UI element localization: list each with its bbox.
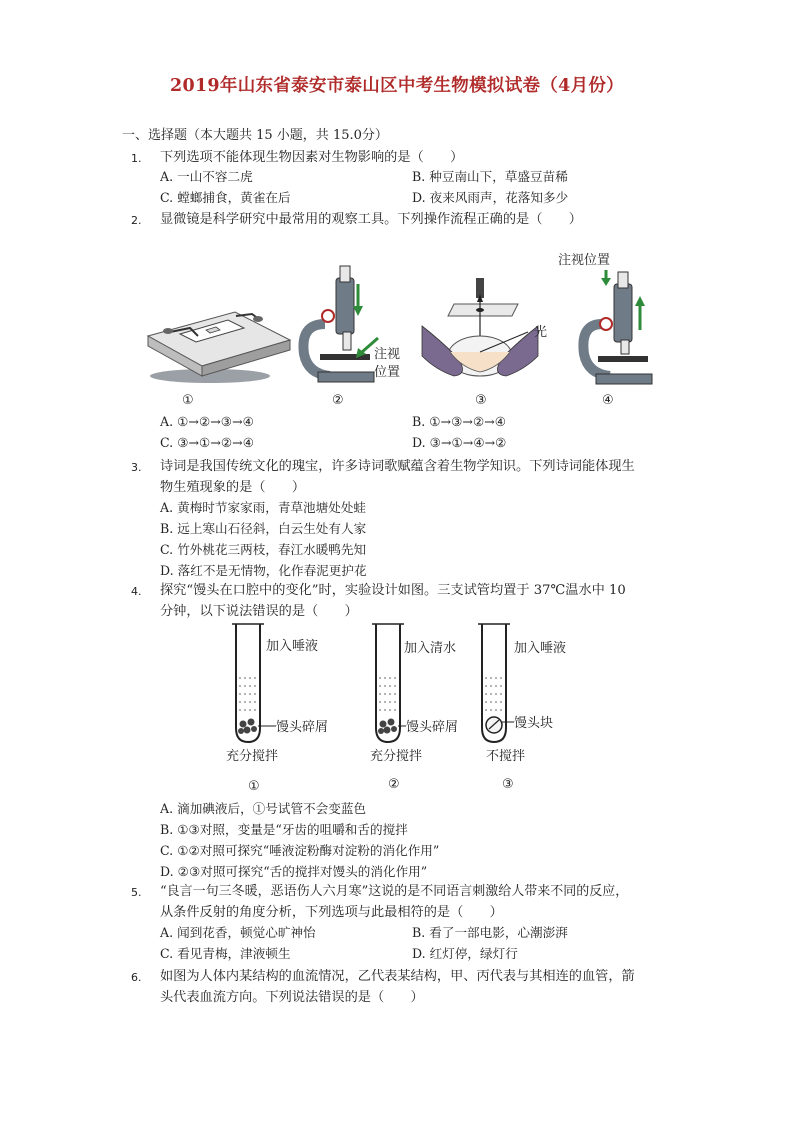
figure-label-1: ① xyxy=(182,393,194,408)
option-a: A. 一山不容二虎 xyxy=(160,169,253,184)
watch-label-2: 位置 xyxy=(374,365,401,380)
option-d: D. 夜来风雨声，花落知多少 xyxy=(412,190,569,205)
light-label: 光 xyxy=(534,325,548,340)
section-heading: 一、选择题（本大题共 15 小题，共 15.0分） xyxy=(122,128,388,143)
option-d: D. 红灯停，绿灯行 xyxy=(412,946,518,961)
tube-3-add: 加入唾液 xyxy=(514,641,567,656)
question-number: 6. xyxy=(131,971,142,984)
option-d: D. 落红不是无情物，化作春泥更护花 xyxy=(160,563,367,578)
tube-1-add: 加入唾液 xyxy=(266,639,319,654)
question-number: 4. xyxy=(131,585,142,598)
question-stem: 从条件反射的角度分析，下列选项与此最相符的是（ ） xyxy=(160,905,503,920)
question-stem: 头代表血流方向。下列说法错误的是（ ） xyxy=(160,990,424,1005)
tube-1-number: ① xyxy=(248,779,260,794)
question-stem: 诗词是我国传统文化的瑰宝，许多诗词歌赋蕴含着生物学知识。下列诗词能体现生 xyxy=(160,459,635,474)
question-stem: 显微镜是科学研究中最常用的观察工具。下列操作流程正确的是（ ） xyxy=(160,212,582,227)
watch-label-1: 注视 xyxy=(374,347,401,362)
question-stem: 分钟，以下说法错误的是（ ） xyxy=(160,604,358,619)
microscope-raising-image xyxy=(558,253,652,384)
option-b: B. ①③对照，变量是“牙齿的咀嚼和舌的搅拌 xyxy=(160,822,408,837)
question-stem: “良言一句三冬暖，恶语伤人六月寒”这说的是不同语言刺激给人带来不同的反应， xyxy=(160,884,629,899)
page-title: 2019年山东省泰安市泰山区中考生物模拟试卷（4月份） xyxy=(170,76,624,96)
figure-label-4: ④ xyxy=(602,393,614,408)
tube-2-number: ② xyxy=(388,777,400,792)
question-number: 3. xyxy=(131,461,142,474)
watch-label-top: 注视位置 xyxy=(558,253,611,268)
tube-2-stir: 充分搅拌 xyxy=(370,749,423,764)
option-c: C. 看见青梅，津液顿生 xyxy=(160,946,291,961)
option-d: D. ②③对照可探究“舌的搅拌对馒头的消化作用” xyxy=(160,864,428,879)
question-number: 5. xyxy=(131,886,142,899)
tube-1-content: 馒头碎屑 xyxy=(276,720,329,735)
option-a: A. ①→②→③→④ xyxy=(160,414,254,429)
option-c: C. ③→①→②→④ xyxy=(160,435,255,450)
figure-label-2: ② xyxy=(332,393,344,408)
tube-2-add: 加入清水 xyxy=(404,641,457,656)
stage-slide-image xyxy=(148,312,290,383)
test-tube-2 xyxy=(370,624,458,792)
option-b: B. 远上寒山石径斜，白云生处有人家 xyxy=(160,521,367,536)
question-number: 1. xyxy=(131,152,142,165)
option-b: B. 看了一部电影，心潮澎湃 xyxy=(412,925,568,940)
tube-2-content: 馒头碎屑 xyxy=(406,720,459,735)
tube-1-stir: 充分搅拌 xyxy=(226,749,279,764)
test-tube-3 xyxy=(478,624,566,792)
tube-3-number: ③ xyxy=(502,777,514,792)
microscope-lowering-image xyxy=(303,266,400,382)
figure-label-3: ③ xyxy=(475,393,487,408)
question-number: 2. xyxy=(131,214,142,227)
microscope-figure xyxy=(140,244,680,412)
question-stem: 探究“馒头在口腔中的变化”时，实验设计如图。三支试管均置于 37℃温水中 10 xyxy=(160,583,626,598)
option-b: B. 种豆南山下，草盛豆苗稀 xyxy=(412,169,568,184)
option-a: A. 滴加碘液后，①号试管不会变蓝色 xyxy=(160,801,367,816)
option-a: A. 闻到花香，顿觉心旷神怡 xyxy=(160,925,316,940)
option-d: D. ③→①→④→② xyxy=(412,435,507,450)
question-stem: 下列选项不能体现生物因素对生物影响的是（ ） xyxy=(160,150,464,165)
question-stem: 物生殖现象的是（ ） xyxy=(160,480,306,495)
test-tube-1 xyxy=(226,624,328,794)
option-c: C. 竹外桃花三两枝，春江水暖鸭先知 xyxy=(160,542,367,557)
tube-3-content: 馒头块 xyxy=(514,716,554,731)
option-c: C. 螳螂捕食，黄雀在后 xyxy=(160,190,291,205)
question-stem: 如图为人体内某结构的血流情况，乙代表某结构，甲、丙代表与其相连的血管，箭 xyxy=(160,969,635,984)
tube-3-stir: 不搅拌 xyxy=(486,749,526,764)
option-c: C. ①②对照可探究“唾液淀粉酶对淀粉的消化作用” xyxy=(160,843,440,858)
hands-mirror-image xyxy=(422,278,547,376)
option-b: B. ①→③→②→④ xyxy=(412,414,507,429)
test-tube-figure xyxy=(218,620,588,795)
option-a: A. 黄梅时节家家雨，青草池塘处处蛙 xyxy=(160,500,367,515)
